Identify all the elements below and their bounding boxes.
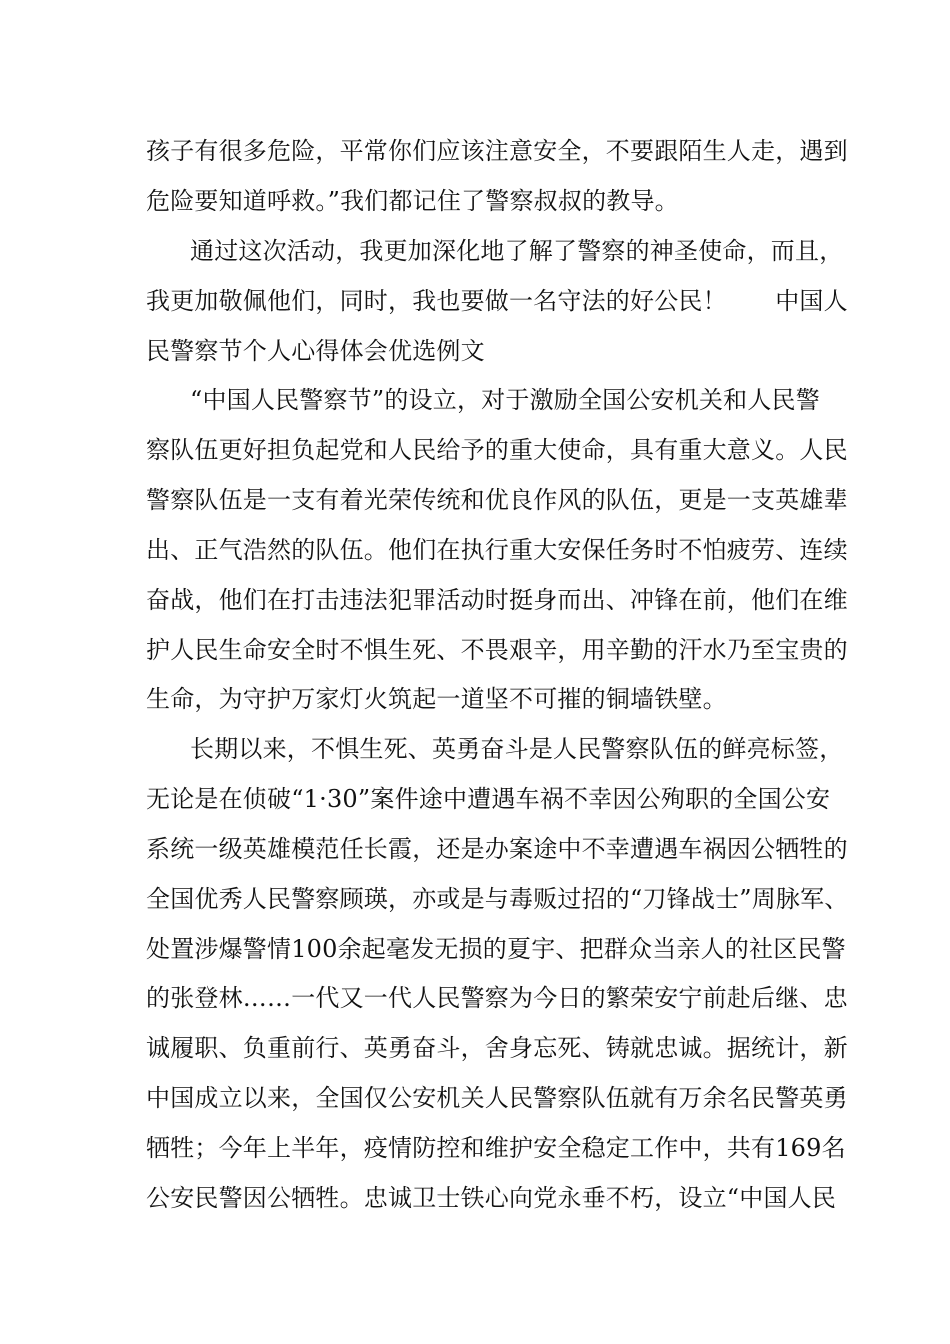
text-line: 危险要知道呼救。”我们都记住了警察叔叔的教导。 — [146, 187, 679, 215]
text-line: 中国成立以来，全国仅公安机关人民警察队伍就有万余名民警英勇 — [146, 1084, 848, 1112]
text-line: 处置涉爆警情100余起毫发无损的夏宇、把群众当亲人的社区民警 — [146, 935, 846, 963]
paragraph-first-line: “中国人民警察节”的设立，对于激励全国公安机关和人民警 — [190, 386, 820, 414]
text-line: 全国优秀人民警察顾瑛，亦或是与毒贩过招的“刀锋战士”周脉军、 — [146, 885, 849, 913]
text-line: 生命，为守护万家灯火筑起一道坚不可摧的铜墙铁壁。 — [146, 685, 727, 713]
paragraph-first-line: 通过这次活动，我更加深化地了解了警察的神圣使命，而且， — [190, 237, 844, 265]
text-line: 察队伍更好担负起党和人民给予的重大使命，具有重大意义。人民 — [146, 436, 848, 464]
text-line: 奋战，他们在打击违法犯罪活动时挺身而出、冲锋在前，他们在维 — [146, 586, 848, 614]
text-line: 系统一级英雄模范任长霞，还是办案途中不幸遭遇车祸因公牺牲的 — [146, 835, 848, 863]
text-line: 牺牲；今年上半年，疫情防控和维护安全稳定工作中，共有169名 — [146, 1134, 846, 1162]
text-line: 无论是在侦破“1·30”案件途中遭遇车祸不幸因公殉职的全国公安 — [146, 785, 831, 813]
text-line: 诚履职、负重前行、英勇奋斗，舍身忘死、铸就忠诚。据统计，新 — [146, 1034, 848, 1062]
text-line: 的张登林……一代又一代人民警察为今日的繁荣安宁前赴后继、忠 — [146, 984, 848, 1012]
text-line: 孩子有很多危险，平常你们应该注意安全，不要跟陌生人走，遇到 — [146, 137, 848, 165]
text-line: 警察队伍是一支有着光荣传统和优良作风的队伍，更是一支英雄辈 — [146, 486, 848, 514]
text-line: 护人民生命安全时不惧生死、不畏艰辛，用辛勤的汗水乃至宝贵的 — [146, 636, 848, 664]
section-title-line: 民警察节个人心得体会优选例文 — [146, 337, 485, 365]
paragraph-first-line: 长期以来，不惧生死、英勇奋斗是人民警察队伍的鲜亮标签， — [190, 735, 844, 763]
text-line: 我更加敬佩他们，同时，我也要做一名守法的好公民！ 中国人 — [146, 287, 848, 315]
text-line: 公安民警因公牺牲。忠诚卫士铁心向党永垂不朽，设立“中国人民 — [146, 1184, 837, 1212]
text-line: 出、正气浩然的队伍。他们在执行重大安保任务时不怕疲劳、连续 — [146, 536, 848, 564]
